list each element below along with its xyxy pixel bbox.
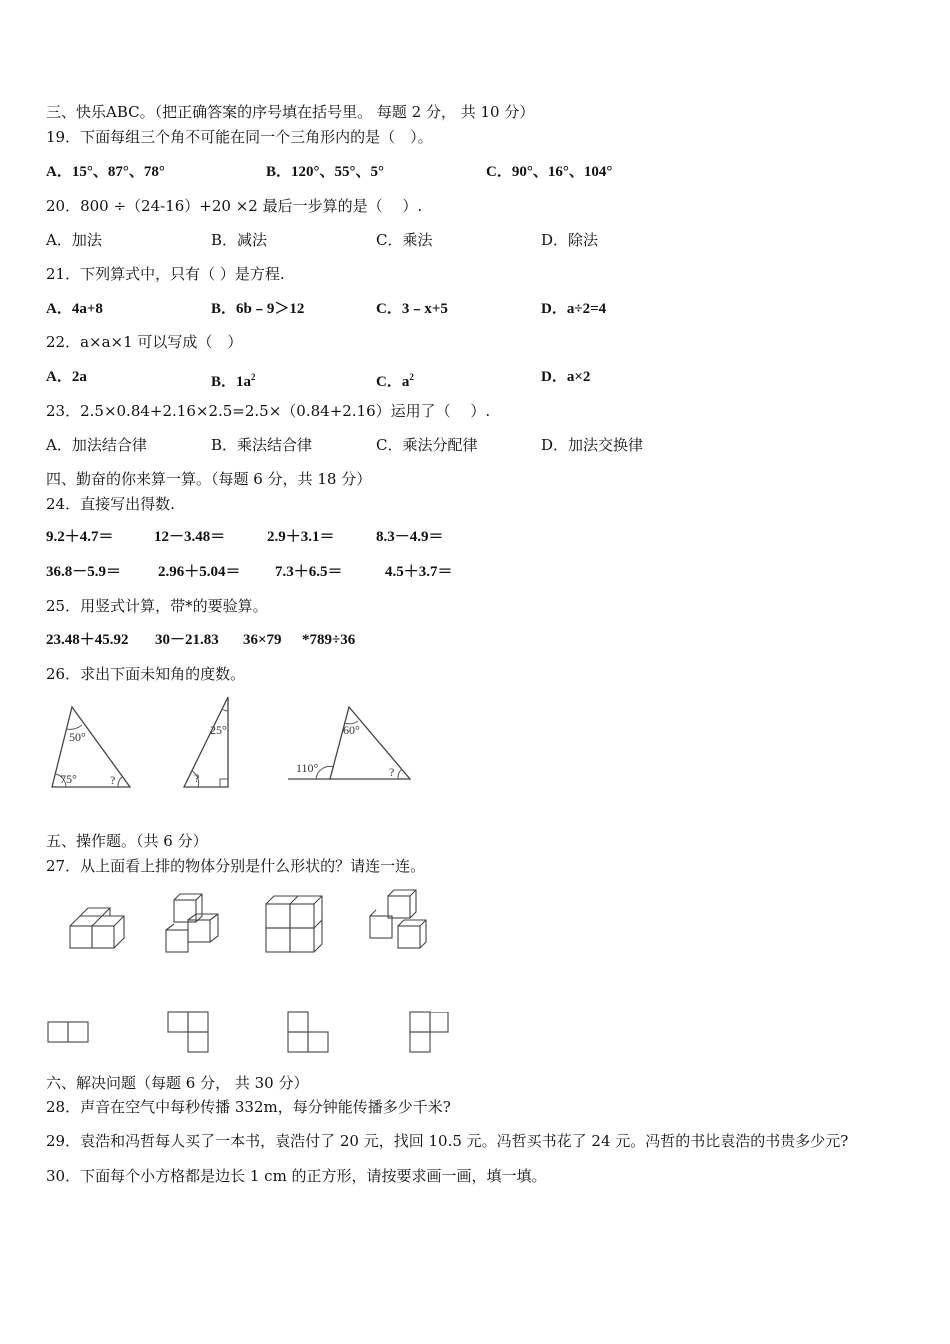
calc-item: 7.3＋6.5＝ xyxy=(275,564,343,580)
triangle-1 xyxy=(52,707,130,787)
q23-option-c: C．乘法分配律 xyxy=(376,436,478,454)
calc-item: 9.2＋4.7＝ xyxy=(46,529,114,545)
q22-option-a: A．2a xyxy=(46,369,87,385)
q20-option-d: D．除法 xyxy=(541,231,599,249)
question-28: 28．声音在空气中每秒传播 332m，每分钟能传播多少千米? xyxy=(46,1098,451,1116)
q19-option-c: C．90°、16°、104° xyxy=(486,164,613,180)
triangle-figures xyxy=(40,695,460,795)
section-4-title: 四、勤奋的你来算一算。（每题 6 分，共 18 分） xyxy=(46,470,372,488)
triangle-1-top-angle: 50° xyxy=(69,730,86,744)
question-24: 24．直接写出得数. xyxy=(46,495,175,513)
solid-4 xyxy=(370,890,426,948)
top-view-1 xyxy=(48,1022,88,1042)
q20-option-a: A．加法 xyxy=(46,231,102,249)
q23-option-d: D．加法交换律 xyxy=(541,436,644,454)
triangle-1-unknown: ? xyxy=(110,773,116,787)
solid-1 xyxy=(70,908,124,948)
question-27: 27．从上面看上排的物体分别是什么形状的？请连一连。 xyxy=(46,857,426,875)
calc-item: 12－3.48＝ xyxy=(154,529,226,545)
q21-option-d: D．a÷2=4 xyxy=(541,301,607,317)
top-view-2 xyxy=(168,1012,208,1052)
matching-figures xyxy=(40,882,440,1062)
triangle-3-exterior-angle: 110° xyxy=(296,761,319,775)
triangle-3-top-angle: 60° xyxy=(343,723,360,737)
vertical-calc-item: 23.48＋45.92 xyxy=(46,632,129,648)
q22-option-d: D．a×2 xyxy=(541,369,591,385)
question-20: 20．800 ÷（24-16）+20 ×2 最后一步算的是（ ）. xyxy=(46,197,423,215)
section-3-title: 三、快乐ABC。（把正确答案的序号填在括号里。 每题 2 分， 共 10 分） xyxy=(46,103,535,121)
question-25: 25．用竖式计算，带*的要验算。 xyxy=(46,597,268,615)
solid-3 xyxy=(266,896,322,952)
q19-option-a: A．15°、87°、78° xyxy=(46,164,165,180)
top-view-3 xyxy=(288,1012,328,1052)
q21-option-a: A．4a+8 xyxy=(46,301,103,317)
question-29: 29．袁浩和冯哲每人买了一本书，袁浩付了 20 元，找回 10.5 元。冯哲买书花了 24 元。冯哲的书比袁浩的书贵多少元? xyxy=(46,1132,849,1150)
section-5-title: 五、操作题。（共 6 分） xyxy=(46,832,208,850)
triangle-2-top-angle: 25° xyxy=(210,723,227,737)
calc-item: 8.3－4.9＝ xyxy=(376,529,444,545)
question-23: 23．2.5×0.84+2.16×2.5=2.5×（0.84+2.16）运用了（ ）. xyxy=(46,402,491,420)
vertical-calc-item: *789÷36 xyxy=(302,632,356,648)
triangle-3-unknown: ? xyxy=(389,765,395,779)
q22-option-b: B．$1a^2$ xyxy=(211,372,256,390)
q23-option-a: A．加法结合律 xyxy=(46,436,147,454)
triangle-3 xyxy=(288,707,410,779)
q20-option-c: C．乘法 xyxy=(376,231,433,249)
q23-option-b: B．乘法结合律 xyxy=(211,436,313,454)
q20-option-b: B．减法 xyxy=(211,231,268,249)
vertical-calc-item: 30－21.83 xyxy=(155,632,219,648)
question-19: 19．下面每组三个角不可能在同一个三角形内的是（ ）。 xyxy=(46,128,433,146)
triangle-1-left-angle: 75° xyxy=(60,772,77,786)
question-26: 26．求出下面未知角的度数。 xyxy=(46,665,246,683)
calc-item: 2.9＋3.1＝ xyxy=(267,529,335,545)
section-6-title: 六、解决问题（每题 6 分， 共 30 分） xyxy=(46,1074,309,1092)
vertical-calc-item: 36×79 xyxy=(243,632,282,648)
calc-item: 36.8－5.9＝ xyxy=(46,564,122,580)
q22-option-c: C．$a^2$ xyxy=(376,372,414,390)
calc-item: 2.96＋5.04＝ xyxy=(158,564,241,580)
triangle-2-unknown: ? xyxy=(194,771,200,785)
calc-item: 4.5＋3.7＝ xyxy=(385,564,453,580)
question-30: 30．下面每个小方格都是边长 1 cm 的正方形，请按要求画一画，填一填。 xyxy=(46,1167,547,1185)
triangle-2 xyxy=(184,697,228,787)
top-view-4-extra xyxy=(410,1012,450,1056)
q19-option-b: B．120°、55°、5° xyxy=(266,164,385,180)
question-22: 22．a×a×1 可以写成（ ） xyxy=(46,333,243,351)
solid-2 xyxy=(166,894,218,952)
question-21: 21．下列算式中，只有（ ）是方程. xyxy=(46,265,285,283)
q21-option-c: C．3﹣x+5 xyxy=(376,301,448,317)
q21-option-b: B．6b﹣9＞12 xyxy=(211,301,305,317)
